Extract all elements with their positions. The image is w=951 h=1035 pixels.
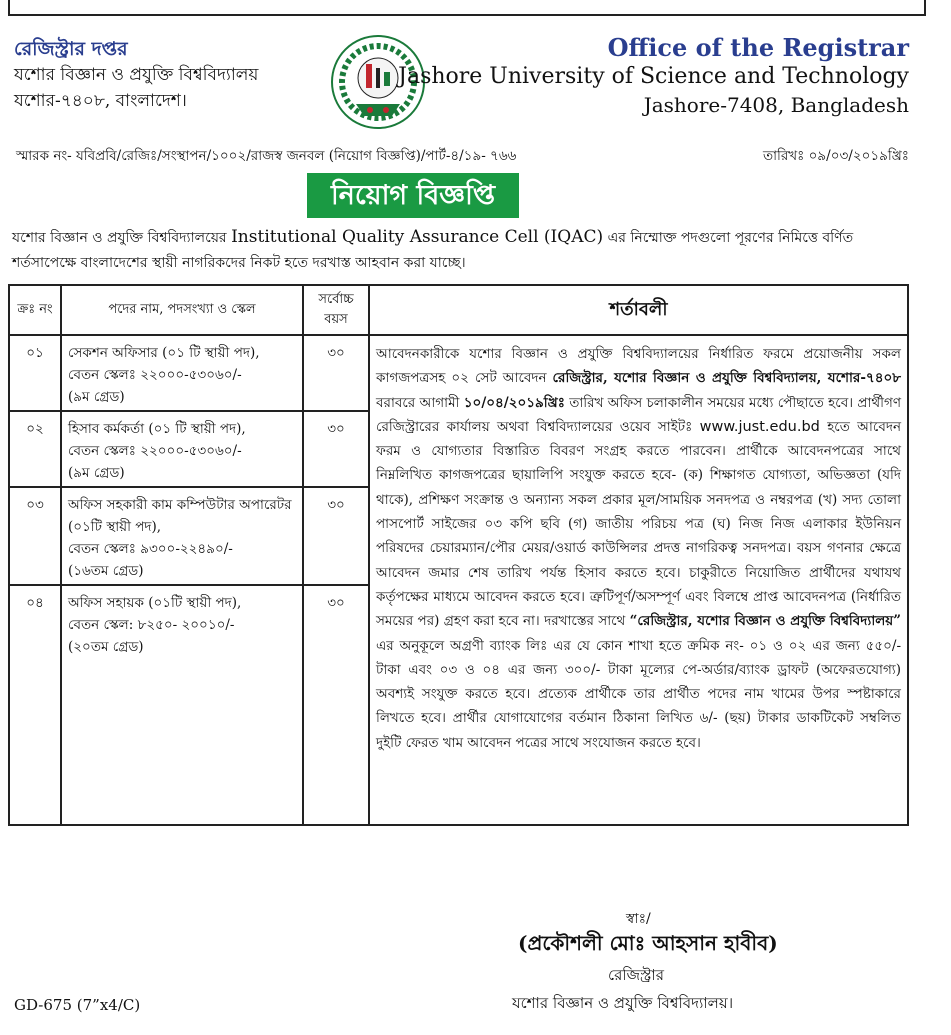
signatory-designation: রেজিস্ট্রার xyxy=(608,966,665,984)
university-name-bn: যশোর বিজ্ঞান ও প্রযুক্তি বিশ্ববিদ্যালয় xyxy=(14,65,259,85)
terms-cell xyxy=(369,335,908,825)
terms-deadline: ১০/০৪/২০১৯খ্রিঃ xyxy=(463,394,565,411)
address-en: Jashore-7408, Bangladesh xyxy=(643,93,909,117)
header-english xyxy=(398,33,909,119)
intro-part-3: এর নিম্মোক্ত পদগুলো পূরণের নিমিত্তে বর্ণিত শর্তসাপেক্ষে বাংলাদেশের স্থায়ী নাগরিকদের নিকট হতে দরখাস্ত আহবান করা যাচ্ছে। xyxy=(12,230,854,271)
header-serial: ক্রঃ নং xyxy=(9,285,61,335)
top-border-box xyxy=(8,0,926,16)
signature-mark: স্বাঃ/ xyxy=(626,911,651,927)
post-scale: বেতন স্কেল: ৮২৫০- ২০০১০/- xyxy=(68,617,235,633)
terms-text-5: এর অনুকূলে অগ্রণী ব্যাংক লিঃ এর যে কোন শাখা হতে ক্রমিক নং- ০১ ও ০২ এর জন্য ৫৫০/- টাকা এবং ০৩ ও ০৪ এর জন্য ৩০০/- টাকা মূল্যের পে-অর্ডার/ব্যাংক ড্রাফট (অফেরতযোগ্য) অবশ্যই সংযুক্ত করতে হবে। প্রত্যেক প্রার্থীকে তার প্রার্থীত পদের নাম খামের উপর স্পষ্টাকারে লিখতে হবে। প্রার্থীর যোগাযোগের বর্তমান ঠিকানা লিখিত ৬/- (ছয়) টাকার ডাকটিকেট সম্বলিত দুইটি ফেরত খাম আবেদন পত্রের সাথে সংযোজন করতে হবে। xyxy=(376,637,901,751)
post-grade: (২০তম গ্রেড) xyxy=(68,639,144,655)
row-age: ৩০ xyxy=(303,335,369,411)
intro-part-1: যশোর বিজ্ঞান ও প্রযুক্তি বিশ্ববিদ্যালয়ের xyxy=(12,230,227,246)
row-post xyxy=(61,335,303,411)
row-age: ৩০ xyxy=(303,487,369,585)
post-scale: বেতন স্কেলঃ ২২০০০-৫৩০৬০/- xyxy=(68,443,242,459)
positions-table xyxy=(8,284,909,826)
office-title-bn: রেজিস্ট্রার দপ্তর xyxy=(14,38,128,60)
memo-number: স্মারক নং- যবিপ্রবি/রেজিঃ/সংস্থাপন/১০০২/রাজস্ব জনবল (নিয়োগ বিজ্ঞপ্তি)/পার্ট-৪/১৯- ৭৬৬ xyxy=(16,148,517,164)
post-title: অফিস সহকারী কাম কম্পিউটার অপারেটর (০১টি স্থায়ী পদ), xyxy=(68,497,292,535)
terms-text-2: বরাবরে আগামী xyxy=(376,394,460,411)
table-row xyxy=(9,335,908,411)
terms-text-1: আবেদনকারীকে যশোর বিজ্ঞান ও প্রযুক্তি বিশ্ববিদ্যালয়ের নির্ধারিত ফরমে প্রয়োজনীয় সকল কাগজপত্রসহ ০২ সেট আবেদন xyxy=(376,346,901,387)
row-age: ৩০ xyxy=(303,411,369,487)
post-grade: (৯ম গ্রেড) xyxy=(68,465,125,481)
post-scale: বেতন স্কেলঃ ৯৩০০-২২৪৯০/- xyxy=(68,541,233,557)
header-terms: শর্তাবলী xyxy=(369,285,908,335)
notice-title: নিয়োগ বিজ্ঞপ্তি xyxy=(307,173,519,218)
post-title: অফিস সহায়ক (০১টি স্থায়ী পদ), xyxy=(68,595,242,611)
terms-payee: “রেজিস্ট্রার, যশোর বিজ্ঞান ও প্রযুক্তি বিশ্ববিদ্যালয়” xyxy=(629,613,902,630)
row-serial: ০১ xyxy=(9,335,61,411)
terms-registrar-address: রেজিস্ট্রার, যশোর বিজ্ঞান ও প্রযুক্তি বিশ্ববিদ্যালয়, যশোর-৭৪০৮ xyxy=(552,370,901,387)
row-post xyxy=(61,411,303,487)
table-header-row xyxy=(9,285,908,335)
intro-paragraph xyxy=(12,225,917,276)
intro-part-2: Institutional Quality Assurance Cell (IQAC) xyxy=(231,227,604,247)
terms-text-3: তারিখ অফিস চলাকালীন সময়ের মধ্যে পৌছাতে হবে। প্রার্থীগণ রেজিস্ট্রারের কার্যালয় অথবা বিশ্ববিদ্যালয়ের ওয়েব সাইটঃ xyxy=(376,394,901,435)
header-post: পদের নাম, পদসংখ্যা ও স্কেল xyxy=(61,285,303,335)
signatory-name: (প্রকৌশলী মোঃ আহসান হাবীব) xyxy=(518,931,778,955)
row-age: ৩০ xyxy=(303,585,369,825)
signatory-university: যশোর বিজ্ঞান ও প্রযুক্তি বিশ্ববিদ্যালয়। xyxy=(512,994,734,1012)
memo-date: তারিখঃ ০৯/০৩/২০১৯খ্রিঃ xyxy=(762,148,909,164)
header-bangla xyxy=(14,36,258,114)
row-serial: ০৩ xyxy=(9,487,61,585)
post-title: হিসাব কর্মকর্তা (০১ টি স্থায়ী পদ), xyxy=(68,421,246,437)
header-age: সর্বোচ্চ বয়স xyxy=(303,285,369,335)
address-bn: যশোর-৭৪০৮, বাংলাদেশ। xyxy=(14,91,187,111)
office-title-en: Office of the Registrar xyxy=(607,33,909,62)
post-scale: বেতন স্কেলঃ ২২০০০-৫৩০৬০/- xyxy=(68,367,242,383)
website-link[interactable]: www.just.edu.bd xyxy=(699,418,820,435)
terms-text-4: হতে আবেদন ফরম ও যোগ্যতার বিস্তারিত বিবরণ সংগ্রহ করতে পারবেন। প্রার্থীকে আবেদনপত্রের সাথে নিম্নলিখিত কাগজপত্রের ছায়ালিপি সংযুক্ত করতে হবে- (ক) শিক্ষাগত যোগ্যতা, অভিজ্ঞতা (যদি থাকে), প্রশিক্ষণ সংক্রান্ত ও অন্যান্য সকল প্রকার মূল/সাময়িক সনদপত্র ও নম্বরপত্র (খ) সদ্য তোলা পাসপোর্ট সাইজের ০৩ কপি ছবি (গ) জাতীয় পরিচয় পত্র (ঘ) নিজ নিজ এলাকার ইউনিয়ন পরিষদের চেয়ারম্যান/পৌর মেয়র/ওয়ার্ড কাউন্সিলর প্রদত্ত নাগরিকত্ব সনদপত্র। বয়স গণনার ক্ষেত্রে আবেদন জমার শেষ তারিখ পর্যন্ত হিসাব করতে হবে। চাকুরীতে নিয়োজিত প্রার্থীদের যথাযথ কর্তৃপক্ষের মাধ্যমে আবেদন করতে হবে। ত্রুটিপূর্ণ/অসম্পূর্ণ এবং বিলম্বে প্রাপ্ত আবেদনপত্র (নির্ধারিত সময়ের পর) গ্রহণ করা হবে না। দরখাস্তের সাথে xyxy=(376,418,902,630)
post-grade: (১৬তম গ্রেড) xyxy=(68,563,144,579)
row-serial: ০২ xyxy=(9,411,61,487)
row-post xyxy=(61,487,303,585)
row-post xyxy=(61,585,303,825)
post-grade: (৯ম গ্রেড) xyxy=(68,389,125,405)
row-serial: ০৪ xyxy=(9,585,61,825)
gd-code: GD-675 (7”x4/C) xyxy=(14,996,141,1014)
post-title: সেকশন অফিসার (০১ টি স্থায়ী পদ), xyxy=(68,345,260,361)
university-name-en: Jashore University of Science and Technology xyxy=(398,64,909,89)
